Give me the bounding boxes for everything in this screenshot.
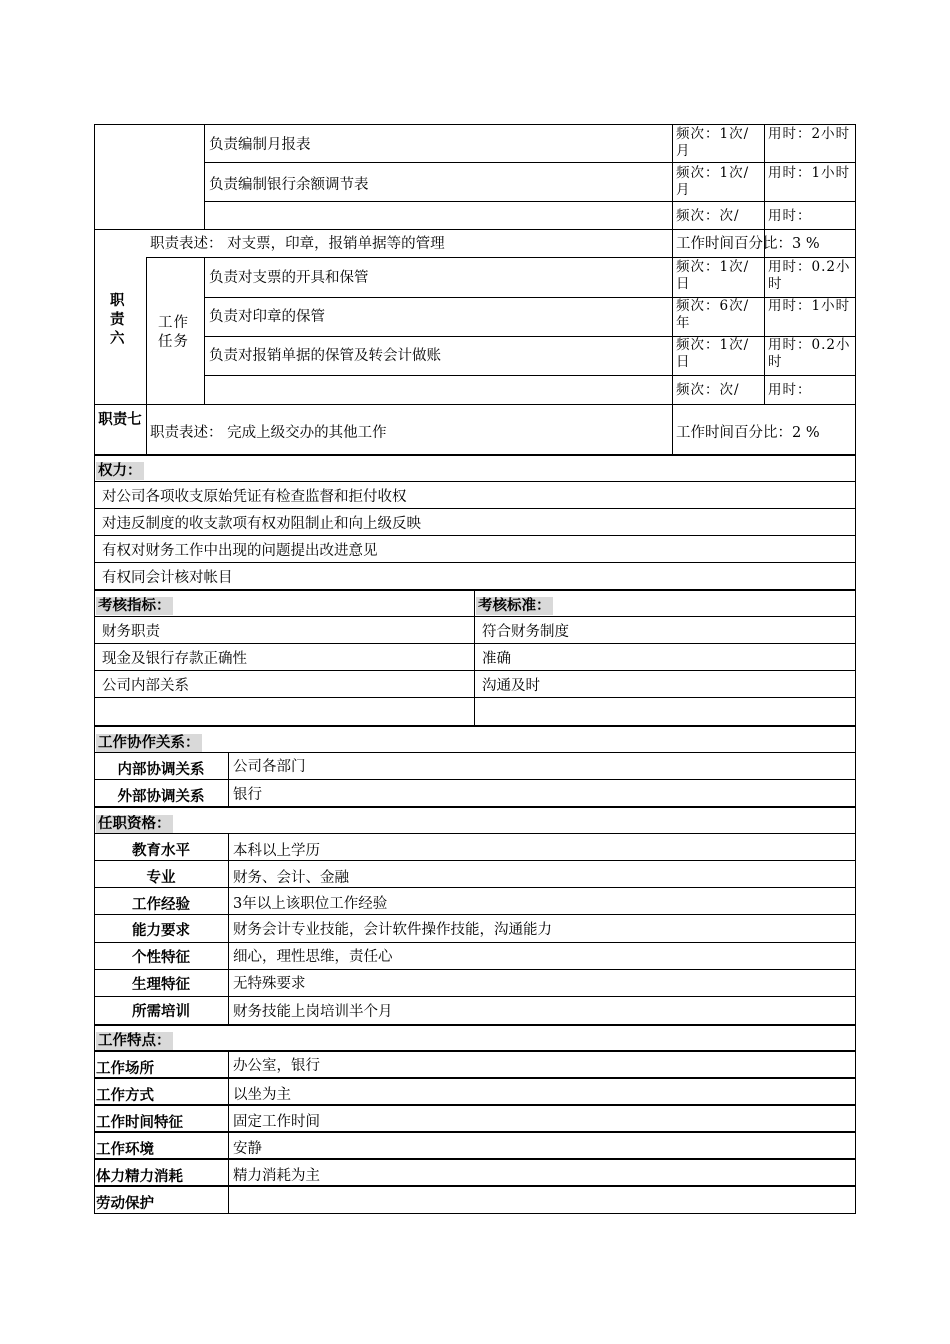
- assessment-indicator-3: 公司内部关系: [102, 678, 189, 694]
- duty7-label: 职责七: [98, 412, 142, 428]
- qualification-ability-label: 能力要求: [132, 923, 190, 939]
- features-environment-value: 安静: [233, 1141, 262, 1157]
- duty5-task-1-text: 负责编制月报表: [209, 137, 311, 153]
- qualification-header: 任职资格：: [98, 816, 171, 832]
- qualification-physical-label: 生理特征: [132, 977, 190, 993]
- duty5-task-2-freq: 频次：1次/月: [676, 165, 750, 198]
- duty6-description: 职责表述： 对支票，印章，报销单据等的管理: [150, 236, 445, 252]
- features-protection-label: 劳动保护: [96, 1196, 154, 1212]
- duty6-task-1-time: 用时：0.2小时: [768, 259, 851, 292]
- duty6-task-3-text: 负责对报销单据的保管及转会计做账: [209, 348, 441, 364]
- duty5-task-1-time: 用时：2小时: [768, 126, 851, 142]
- qualification-experience-value: 3年以上该职位工作经验: [233, 896, 388, 912]
- features-work-hours-value: 固定工作时间: [233, 1114, 320, 1130]
- assessment-standard-header: 考核标准：: [478, 598, 551, 614]
- authority-header: 权力：: [98, 463, 142, 479]
- duty7-description: 职责表述： 完成上级交办的其他工作: [150, 425, 387, 441]
- cooperation-header: 工作协作关系：: [98, 735, 200, 751]
- duty6-task-3-freq: 频次：1次/日: [676, 337, 750, 370]
- qualification-personality-label: 个性特征: [132, 950, 190, 966]
- duty5-task-3-time: 用时：: [768, 208, 812, 224]
- qualification-education-label: 教育水平: [132, 843, 190, 859]
- assessment-indicator-header: 考核指标：: [98, 598, 171, 614]
- assessment-indicator-2: 现金及银行存款正确性: [102, 651, 247, 667]
- features-header: 工作特点：: [98, 1033, 171, 1049]
- duty5-task-2-text: 负责编制银行余额调节表: [209, 177, 369, 193]
- cooperation-internal-value: 公司各部门: [233, 759, 306, 775]
- qualification-training-value: 财务技能上岗培训半个月: [233, 1004, 393, 1020]
- duty5-task-1-freq: 频次：1次/月: [676, 126, 750, 159]
- authority-item-3: 有权对财务工作中出现的问题提出改进意见: [102, 543, 378, 559]
- cooperation-external-label: 外部协调关系: [117, 789, 205, 805]
- assessment-standard-3: 沟通及时: [482, 678, 540, 694]
- features-environment-label: 工作环境: [96, 1142, 154, 1158]
- qualification-major-value: 财务、会计、金融: [233, 870, 349, 886]
- duty6-task-label: 工作任务: [158, 315, 189, 350]
- qualification-education-value: 本科以上学历: [233, 843, 320, 859]
- qualification-experience-label: 工作经验: [132, 897, 190, 913]
- features-work-hours-label: 工作时间特征: [96, 1115, 183, 1131]
- duty6-task-4-freq: 频次：次/: [676, 382, 740, 398]
- qualification-ability-value: 财务会计专业技能，会计软件操作技能，沟通能力: [233, 922, 552, 938]
- features-workplace-label: 工作场所: [96, 1061, 154, 1077]
- qualification-training-label: 所需培训: [132, 1004, 190, 1020]
- assessment-standard-1: 符合财务制度: [482, 624, 569, 640]
- features-energy-value: 精力消耗为主: [233, 1168, 320, 1184]
- duty5-task-2-time: 用时：1小时: [768, 165, 851, 181]
- assessment-standard-2: 准确: [482, 651, 511, 667]
- duty6-task-1-freq: 频次：1次/日: [676, 259, 750, 292]
- duty6-task-4-time: 用时：: [768, 382, 812, 398]
- duty6-task-3-time: 用时：0.2小时: [768, 337, 851, 370]
- features-work-mode-value: 以坐为主: [233, 1087, 291, 1103]
- duty6-label: 职责六: [110, 293, 125, 347]
- duty6-task-2-freq: 频次：6次/年: [676, 298, 750, 331]
- duty6-task-2-time: 用时：1小时: [768, 298, 851, 314]
- duty6-task-2-text: 负责对印章的保管: [209, 309, 325, 325]
- authority-item-4: 有权同会计核对帐目: [102, 570, 233, 586]
- assessment-indicator-1: 财务职责: [102, 624, 160, 640]
- authority-item-2: 对违反制度的收支款项有权劝阻制止和向上级反映: [102, 516, 421, 532]
- duty6-task-1-text: 负责对支票的开具和保管: [209, 270, 369, 286]
- cooperation-internal-label: 内部协调关系: [117, 762, 205, 778]
- qualification-major-label: 专业: [146, 870, 176, 886]
- features-work-mode-label: 工作方式: [96, 1088, 154, 1104]
- qualification-physical-value: 无特殊要求: [233, 976, 306, 992]
- qualification-personality-value: 细心，理性思维，责任心: [233, 949, 393, 965]
- duty6-time-percentage: 工作时间百分比：3 %: [676, 236, 820, 252]
- duty5-task-3-freq: 频次：次/: [676, 208, 740, 224]
- features-energy-label: 体力精力消耗: [96, 1169, 183, 1185]
- duty7-time-percentage: 工作时间百分比：2 %: [676, 425, 820, 441]
- features-workplace-value: 办公室，银行: [233, 1058, 320, 1074]
- authority-item-1: 对公司各项收支原始凭证有检查监督和拒付收权: [102, 489, 407, 505]
- cooperation-external-value: 银行: [233, 787, 262, 803]
